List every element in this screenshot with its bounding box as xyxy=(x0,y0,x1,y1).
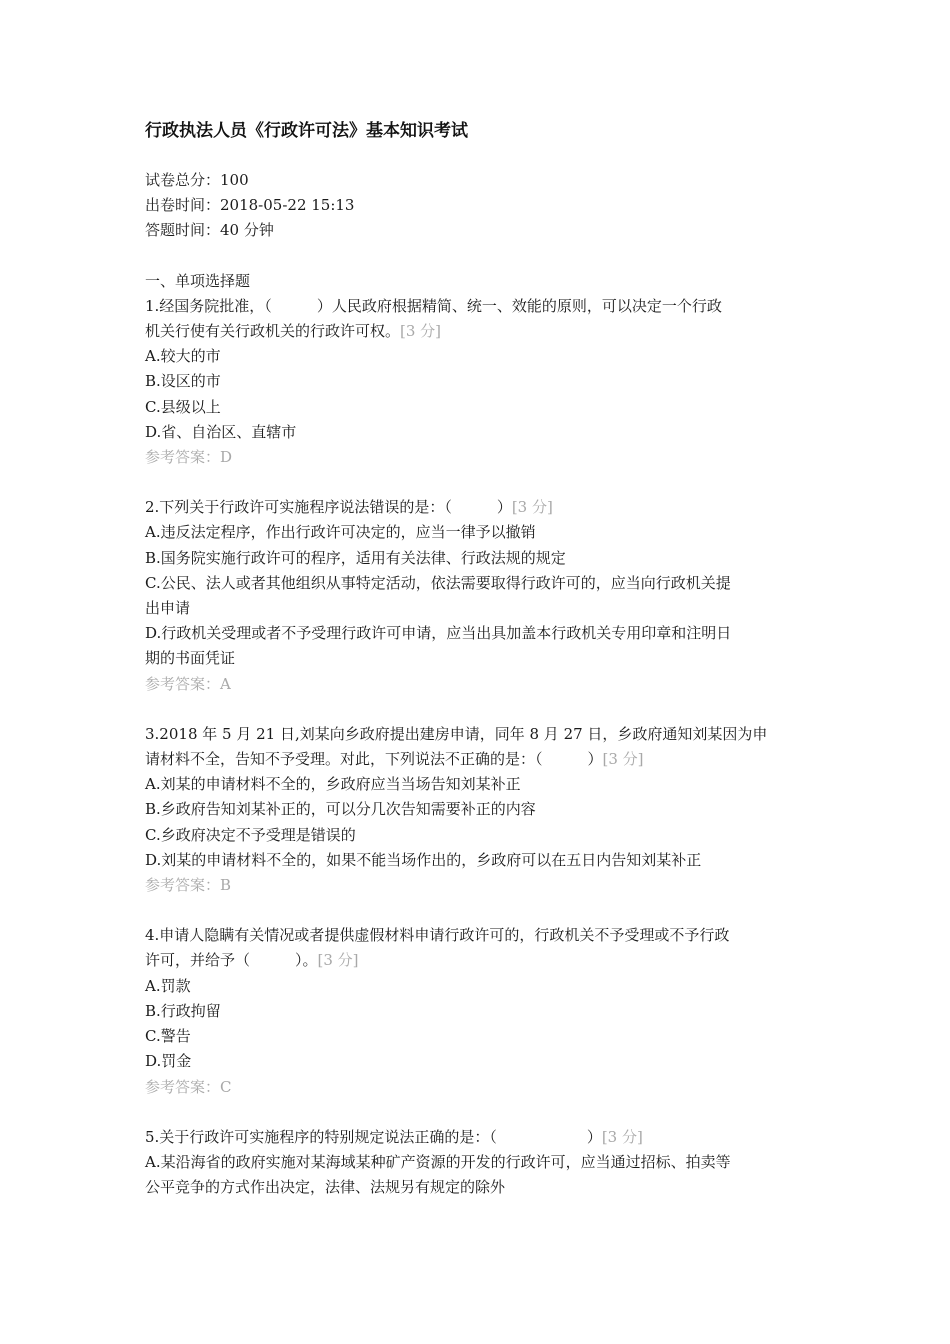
question-stem-line xyxy=(145,1125,805,1150)
answer-option: 公平竞争的方式作出决定，法律、法规另有规定的除外 xyxy=(145,1178,506,1197)
question-stem-line xyxy=(145,294,805,319)
reference-answer: 参考答案：C xyxy=(145,1077,232,1096)
question-score: [3 分] xyxy=(400,322,442,341)
exam-time: 出卷时间：2018-05-22 15:13 xyxy=(145,196,355,215)
question-stem-text: 3.2018 年 5 月 21 日,刘某向乡政府提出建房申请，同年 8 月 27 日，乡政府通知刘某因为申 xyxy=(145,724,768,743)
answer-time: 答题时间：40 分钟 xyxy=(145,221,274,240)
answer-option: A.某沿海省的政府实施对某海域某种矿产资源的开发的行政许可，应当通过招标、拍卖等 xyxy=(145,1152,731,1171)
question-4 xyxy=(145,923,805,1099)
answer-option: D.行政机关受理或者不予受理行政许可申请，应当出具加盖本行政机关专用印章和注明日 xyxy=(145,624,732,643)
answer-option: B.国务院实施行政许可的程序，适用有关法律、行政法规的规定 xyxy=(145,548,566,567)
answer-option: B.行政拘留 xyxy=(145,1001,221,1020)
question-list xyxy=(145,294,805,1201)
answer-option: A.罚款 xyxy=(145,976,191,995)
question-stem-text: 2.下列关于行政许可实施程序说法错误的是：（ ） xyxy=(145,498,512,517)
answer-option: C.县级以上 xyxy=(145,397,221,416)
question-score: [3 分] xyxy=(511,498,553,517)
answer-option: D.刘某的申请材料不全的，如果不能当场作出的，乡政府可以在五日内告知刘某补正 xyxy=(145,850,702,869)
answer-option: B.乡政府告知刘某补正的，可以分几次告知需要补正的内容 xyxy=(145,800,536,819)
exam-meta xyxy=(145,168,805,244)
question-5 xyxy=(145,1125,805,1201)
question-score: [3 分] xyxy=(317,951,359,970)
answer-option: A.违反法定程序，作出行政许可决定的，应当一律予以撤销 xyxy=(145,523,536,542)
question-stem-line xyxy=(145,319,805,344)
question-score: [3 分] xyxy=(601,1127,643,1146)
answer-option: 期的书面凭证 xyxy=(145,649,236,668)
reference-answer: 参考答案：B xyxy=(145,876,232,895)
answer-option: C.乡政府决定不予受理是错误的 xyxy=(145,825,356,844)
question-stem-line xyxy=(145,923,805,948)
answer-option: C.警告 xyxy=(145,1027,191,1046)
question-stem-text: 4.申请人隐瞒有关情况或者提供虚假材料申请行政许可的，行政机关不予受理或不予行政 xyxy=(145,926,730,945)
question-2 xyxy=(145,495,805,697)
answer-option: A.刘某的申请材料不全的，乡政府应当当场告知刘某补正 xyxy=(145,775,521,794)
answer-option: D.罚金 xyxy=(145,1052,192,1071)
answer-option: D.省、自治区、直辖市 xyxy=(145,422,297,441)
question-stem-line xyxy=(145,948,805,973)
question-stem-text: 5.关于行政许可实施程序的特别规定说法正确的是：（ ） xyxy=(145,1127,602,1146)
question-stem-line xyxy=(145,747,805,772)
document-title: 行政执法人员《行政许可法》基本知识考试 xyxy=(145,121,468,141)
answer-option: A.较大的市 xyxy=(145,347,221,366)
question-stem-line xyxy=(145,722,805,747)
question-stem-text: 机关行使有关行政机关的行政许可权。 xyxy=(145,322,401,341)
answer-option: 出申请 xyxy=(145,599,191,618)
answer-option: C.公民、法人或者其他组织从事特定活动，依法需要取得行政许可的，应当向行政机关提 xyxy=(145,573,731,592)
answer-option: B.设区的市 xyxy=(145,372,221,391)
document-page xyxy=(145,118,805,1225)
question-stem-text: 请材料不全，告知不予受理。对此，下列说法不正确的是：（ ） xyxy=(145,750,603,769)
question-1 xyxy=(145,294,805,470)
section-title: 一、单项选择题 xyxy=(145,271,251,290)
total-score: 试卷总分：100 xyxy=(145,171,249,189)
reference-answer: 参考答案：D xyxy=(145,448,233,467)
question-stem-text: 1.经国务院批准，（ ）人民政府根据精简、统一、效能的原则，可以决定一个行政 xyxy=(145,296,722,315)
question-score: [3 分] xyxy=(602,750,644,769)
question-stem-line xyxy=(145,495,805,520)
question-stem-text: 许可，并给予（ ）。 xyxy=(145,951,318,970)
reference-answer: 参考答案：A xyxy=(145,674,231,693)
question-3 xyxy=(145,722,805,898)
